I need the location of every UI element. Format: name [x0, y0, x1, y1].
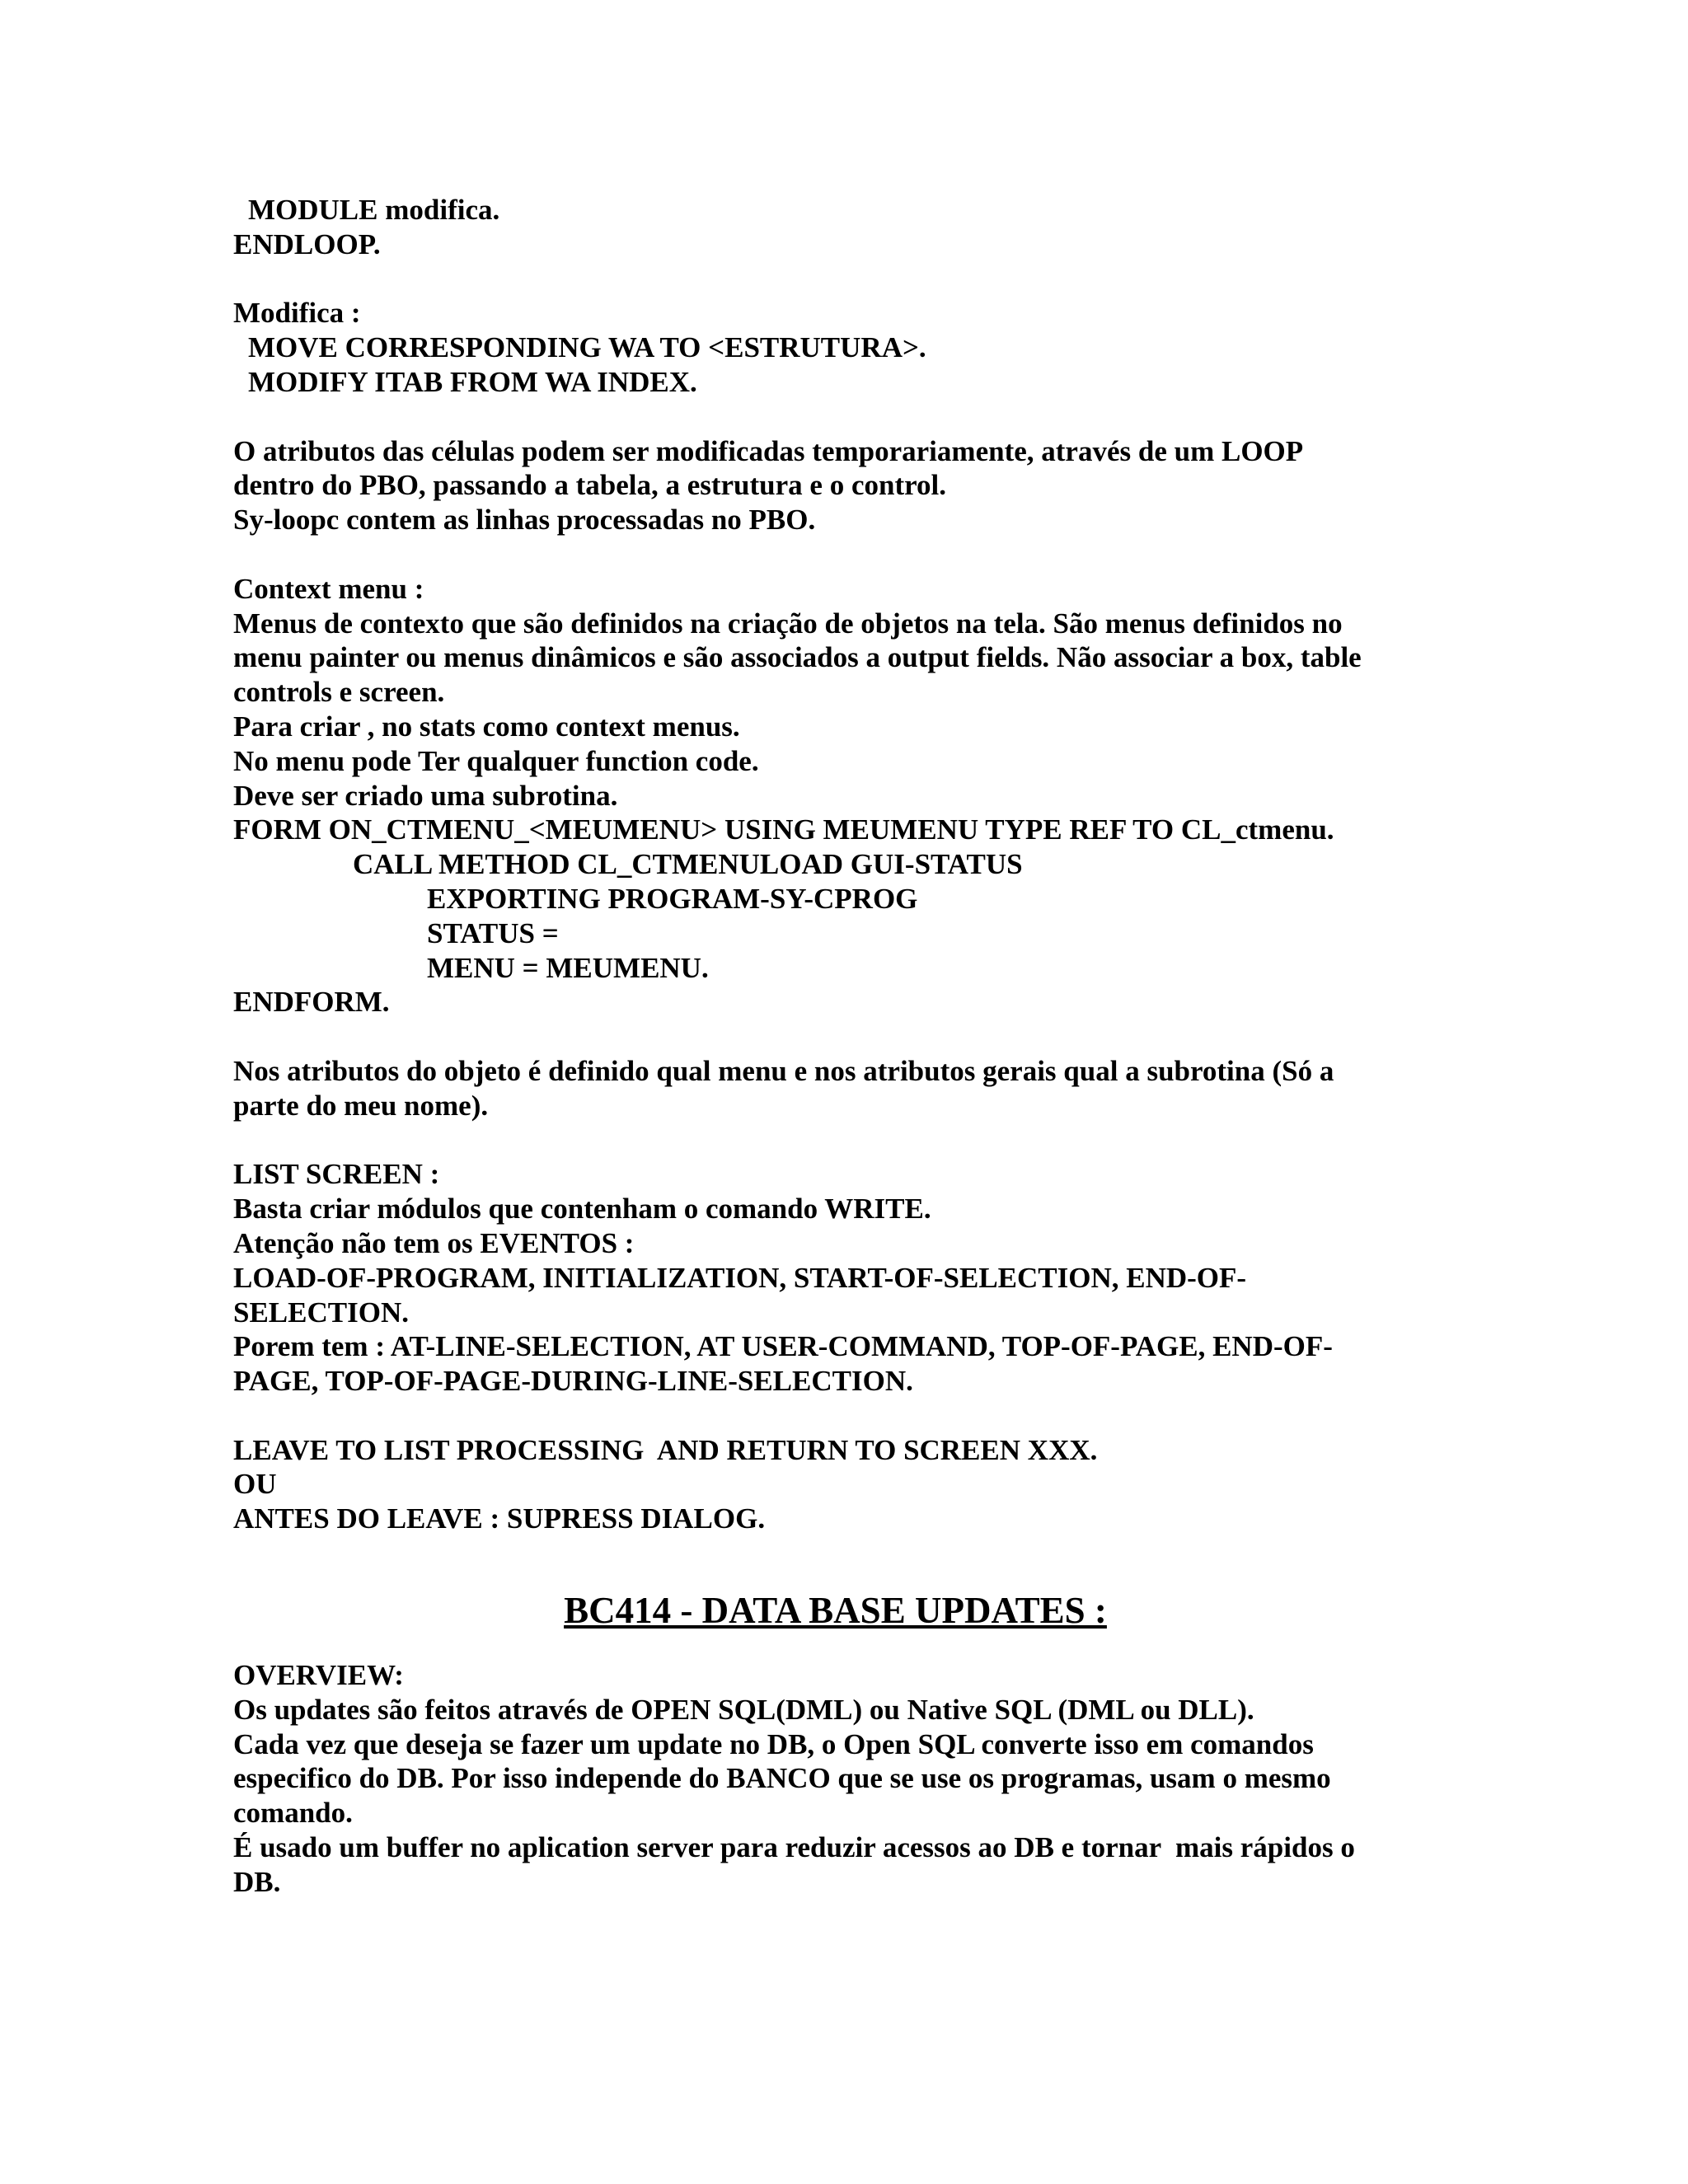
- text-line: Os updates são feitos através de OPEN SQL(DML) ou Native SQL (DML ou DLL).: [233, 1693, 1254, 1726]
- text-line: OU: [233, 1468, 277, 1501]
- text-line: SELECTION.: [233, 1296, 409, 1329]
- text-line: Deve ser criado uma subrotina.: [233, 779, 618, 812]
- text-line: DB.: [233, 1865, 281, 1898]
- text-line: ANTES DO LEAVE : SUPRESS DIALOG.: [233, 1502, 766, 1535]
- text-line: Atenção não tem os EVENTOS :: [233, 1226, 635, 1259]
- paragraph-gap: [233, 400, 1470, 434]
- text-line: MODULE modifica.: [248, 194, 500, 226]
- text-line: Sy-loopc contem as linhas processadas no PBO.: [233, 504, 816, 537]
- text-line: parte do meu nome).: [233, 1089, 489, 1122]
- section-title: BC414 - DATA BASE UPDATES :: [564, 1590, 1107, 1632]
- text-line: Nos atributos do objeto é definido qual menu e nos atributos gerais qual a subrotina (Só a: [233, 1054, 1334, 1087]
- paragraph-gap: [233, 1536, 1470, 1587]
- code-line: MENU = MEUMENU.: [427, 951, 709, 984]
- paragraph-gap: [233, 262, 1470, 297]
- text-line: No menu pode Ter qualquer function code.: [233, 744, 759, 777]
- text-line: LIST SCREEN :: [233, 1158, 440, 1191]
- text-line: Para criar , no stats como context menus.: [233, 710, 740, 743]
- text-line: especifico do DB. Por isso independe do BANCO que se use os programas, usam o mesmo: [233, 1762, 1331, 1795]
- text-line: MOVE CORRESPONDING WA TO <ESTRUTURA>.: [248, 331, 926, 364]
- text-line: ENDLOOP.: [233, 227, 381, 260]
- code-line: EXPORTING PROGRAM-SY-CPROG: [427, 882, 918, 915]
- code-line: STATUS =: [427, 916, 559, 949]
- text-line: Basta criar módulos que contenham o comando WRITE.: [233, 1193, 931, 1226]
- text-line: menu painter ou menus dinâmicos e são associados a output fields. Não associar a box, table: [233, 641, 1362, 674]
- text-line: LEAVE TO LIST PROCESSING AND RETURN TO SCREEN XXX.: [233, 1433, 1098, 1466]
- code-line: ENDFORM.: [233, 986, 390, 1019]
- text-line: Cada vez que deseja se fazer um update no DB, o Open SQL converte isso em comandos: [233, 1727, 1314, 1760]
- text-line: Menus de contexto que são definidos na criação de objetos na tela. São menus definidos no: [233, 607, 1343, 640]
- code-line: CALL METHOD CL_CTMENULOAD GUI-STATUS: [353, 848, 1023, 881]
- text-line: LOAD-OF-PROGRAM, INITIALIZATION, START-OF-SELECTION, END-OF-: [233, 1261, 1247, 1294]
- text-line: Porem tem : AT-LINE-SELECTION, AT USER-COMMAND, TOP-OF-PAGE, END-OF-: [233, 1330, 1333, 1363]
- document-body: [233, 193, 1470, 1900]
- paragraph-gap: [233, 1019, 1470, 1054]
- text-line: O atributos das células podem ser modificadas temporariamente, através de um LOOP: [233, 434, 1304, 467]
- text-line: Modifica :: [233, 297, 361, 330]
- paragraph-gap: [233, 537, 1470, 572]
- text-line: dentro do PBO, passando a tabela, a estrutura e o control.: [233, 469, 946, 502]
- text-line: comando.: [233, 1797, 353, 1830]
- text-line: controls e screen.: [233, 676, 445, 709]
- text-line: MODIFY ITAB FROM WA INDEX.: [248, 365, 697, 398]
- paragraph-gap: [233, 1123, 1470, 1158]
- text-line: PAGE, TOP-OF-PAGE-DURING-LINE-SELECTION.: [233, 1365, 913, 1398]
- code-line: FORM ON_CTMENU_<MEUMENU> USING MEUMENU TYPE REF TO CL_ctmenu.: [233, 813, 1334, 846]
- text-line: É usado um buffer no aplication server para reduzir acessos ao DB e tornar mais rápidos o: [233, 1831, 1355, 1864]
- text-line: Context menu :: [233, 572, 424, 605]
- paragraph-gap: [233, 1633, 1470, 1658]
- text-line: OVERVIEW:: [233, 1659, 404, 1692]
- paragraph-gap: [233, 1399, 1470, 1433]
